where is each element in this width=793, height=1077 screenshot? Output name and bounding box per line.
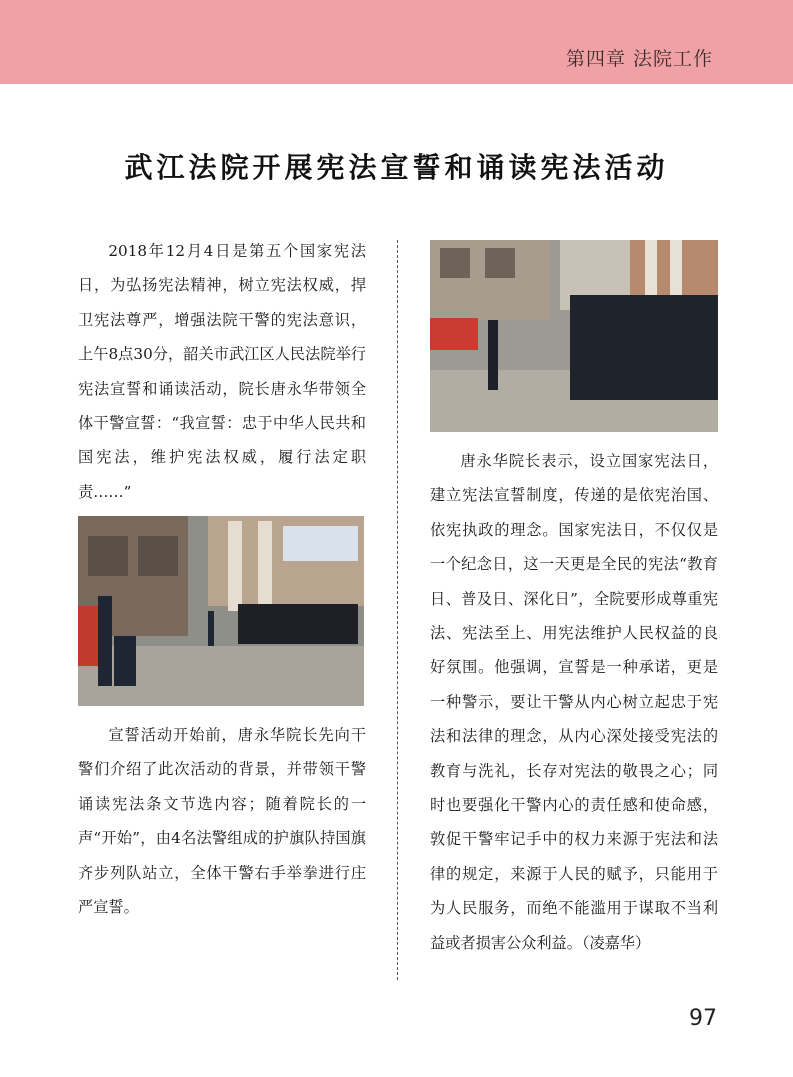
paragraph-intro: 2018年12月4日是第五个国家宪法日，为弘扬宪法精神，树立宪法权威，捍卫宪法尊严，增强法院干警的宪法意识，上午8点30分，韶关市武江区人民法院举行宪法宣誓和诵读活动，院长唐永华带领全体干警宣誓：“我宣誓：忠于中华人民共和国宪法，维护宪法权威，履行法定职责……” xyxy=(78,242,366,501)
header-band xyxy=(0,0,793,84)
chapter-heading: 第四章 法院工作 xyxy=(565,48,713,70)
paragraph-president-remarks: 唐永华院长表示，设立国家宪法日，建立宪法宣誓制度，传递的是依宪治国、依宪执政的理念。国家宪法日，不仅仅是一个纪念日，这一天更是全民的宪法“教育日、普及日、深化日”，全院要形成尊重宪法、宪法至上、用宪法维护人民权益的良好氛围。他强调，宣誓是一种承诺，更是一种警示，要让干警从内心树立起忠于宪法和法律的理念，从内心深处接受宪法的教育与洗礼，长存对宪法的敬畏之心；同时也要强化干警内心的责任感和使命感，敦促干警牢记手中的权力来源于宪法和法律的规定，来源于人民的赋予，只能用于为人民服务，而绝不能滥用于谋取不当利益或者损害公众利益。（凌嘉华） xyxy=(430,452,718,952)
photo-oath-ceremony-wide xyxy=(78,516,364,706)
column-divider xyxy=(397,240,398,980)
article-title: 武江法院开展宪法宣誓和诵读宪法活动 xyxy=(124,151,669,184)
page-number: 97 xyxy=(689,1006,717,1031)
paragraph-ceremony: 宣誓活动开始前，唐永华院长先向干警们介绍了此次活动的背景，并带领干警诵读宪法条文节选内容；随着院长的一声“开始”，由4名法警组成的护旗队持国旗齐步列队站立，全体干警右手举拳进行庄严宣誓。 xyxy=(78,726,366,917)
photo-oath-ceremony-president xyxy=(430,240,718,432)
